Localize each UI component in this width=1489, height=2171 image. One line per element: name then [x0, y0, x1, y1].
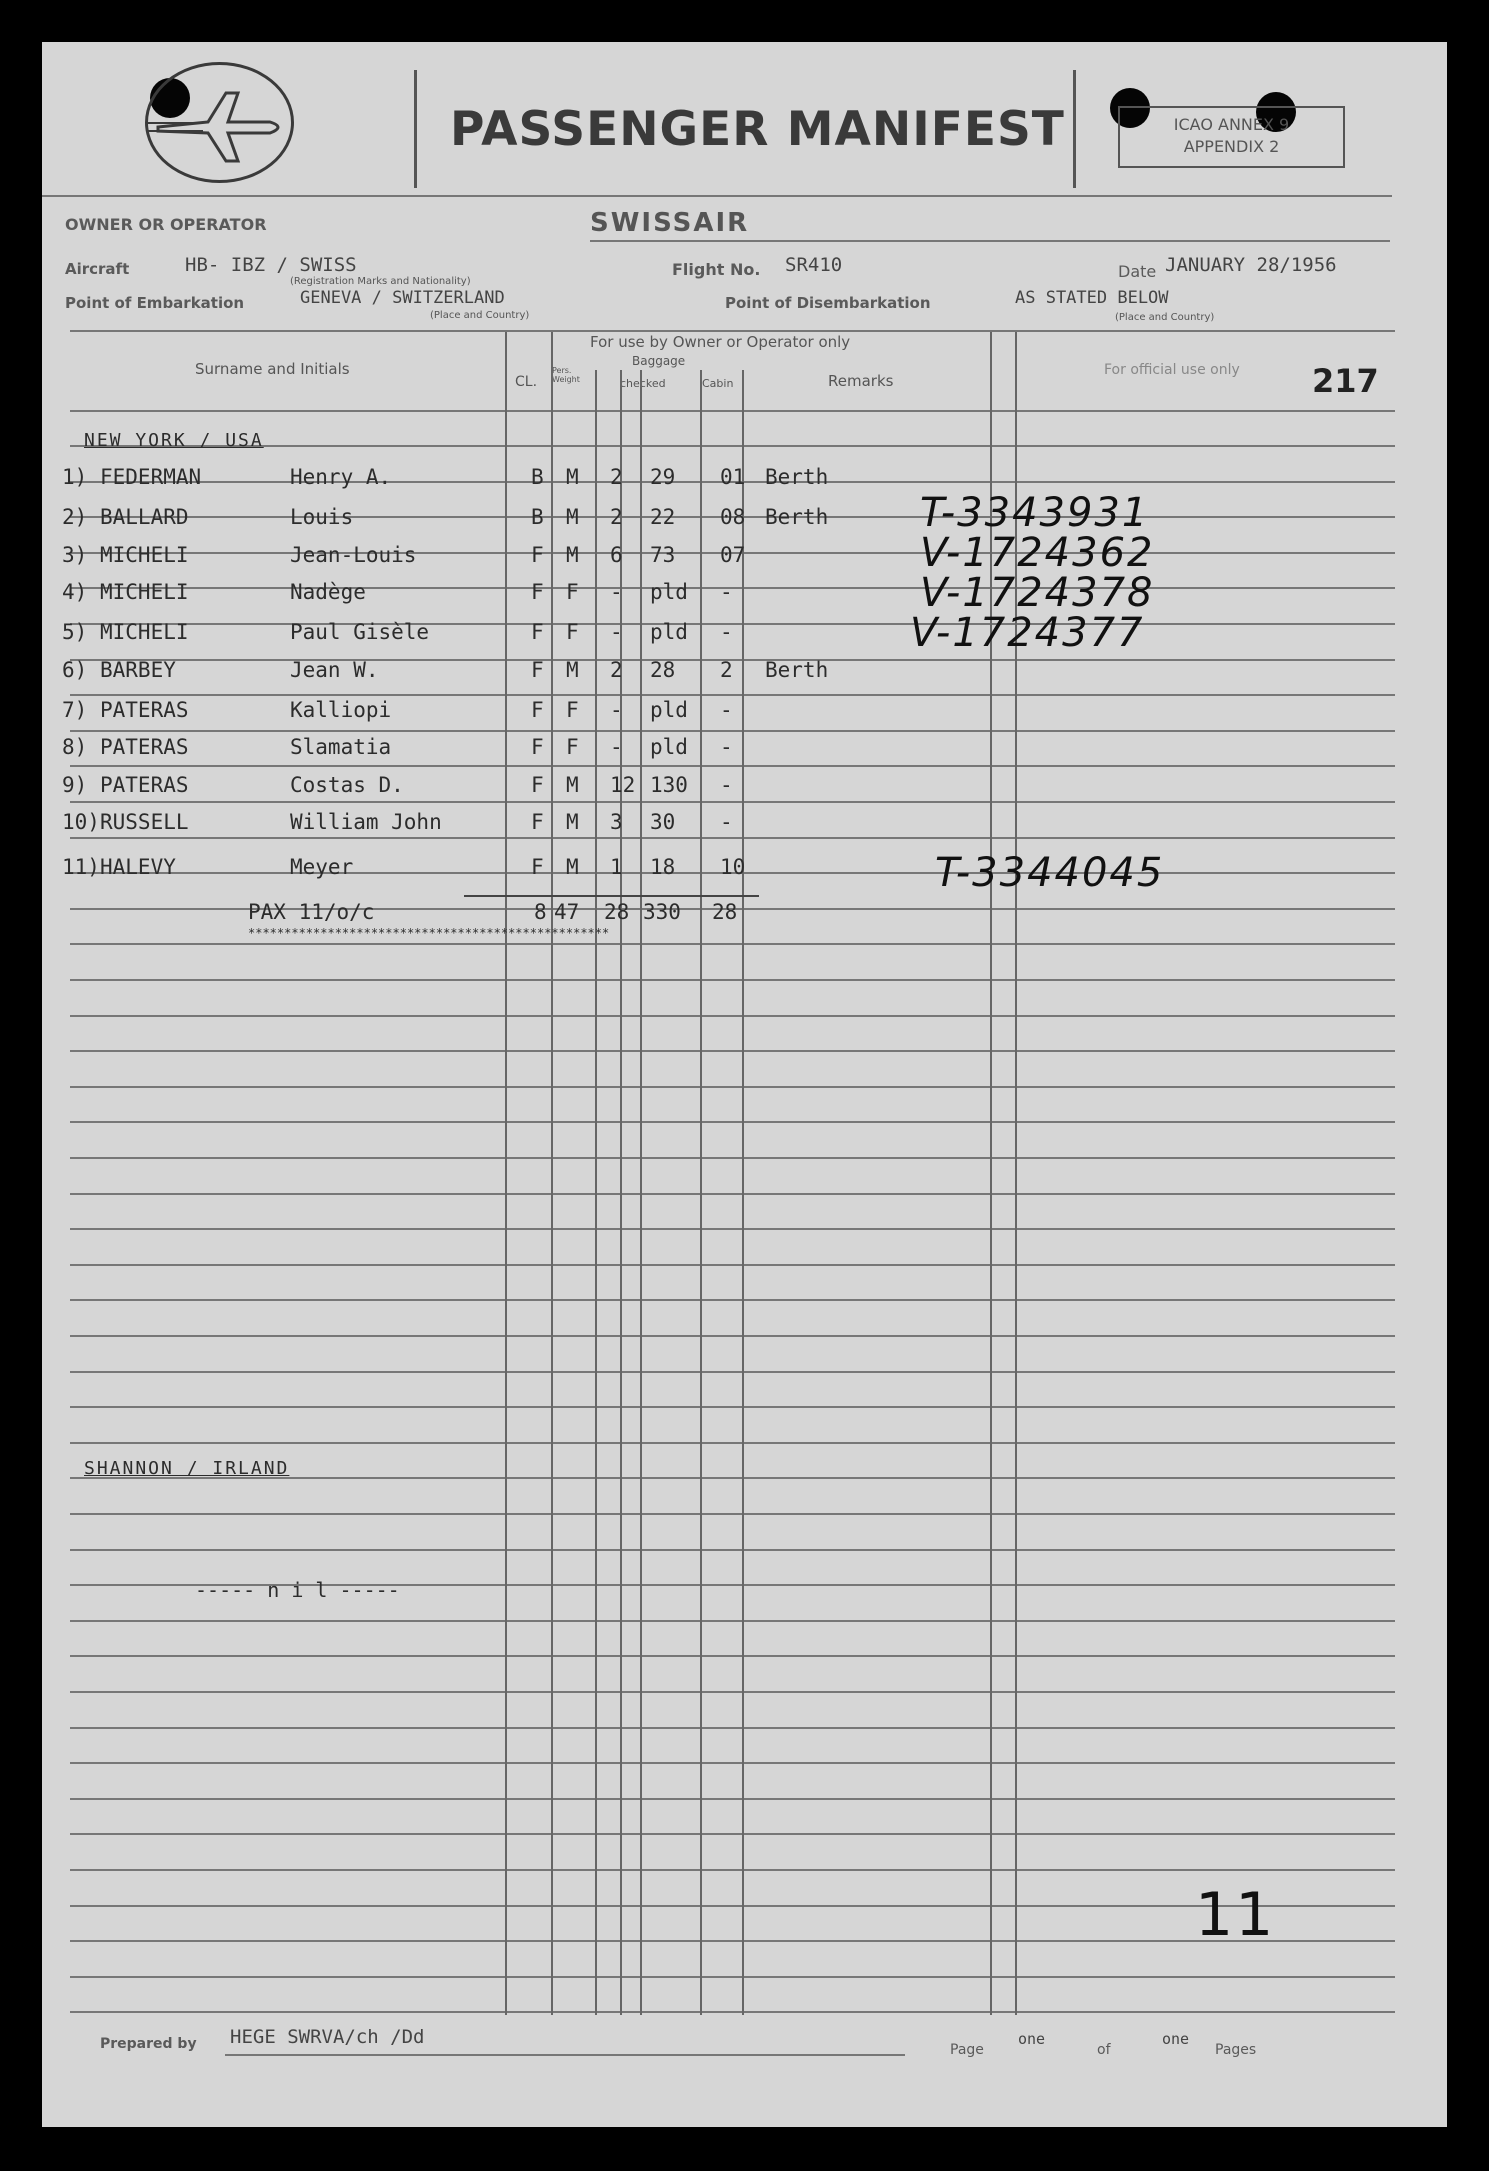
checked-heading: checked — [620, 377, 666, 390]
passenger-remarks: Berth — [765, 505, 829, 529]
cabin-baggage: - — [720, 810, 733, 834]
column-divider — [742, 370, 744, 2015]
table-top-rule — [70, 330, 1395, 332]
title-rule — [42, 195, 1392, 197]
ruled-line — [70, 2011, 1395, 2013]
passenger-initials: Costas D. — [290, 773, 404, 797]
column-divider — [551, 332, 553, 2015]
passenger-surname: MICHELI — [100, 580, 189, 604]
handwritten-ticket-2: V-1724362 — [920, 530, 1155, 576]
passenger-number: 1) — [62, 465, 88, 489]
owner-label: OWNER OR OPERATOR — [65, 215, 267, 234]
page-label: Page — [950, 2042, 984, 2058]
ruled-line — [70, 1371, 1395, 1373]
header-bottom-rule — [70, 410, 1395, 412]
passenger-initials: Meyer — [290, 855, 354, 879]
pages-value: one — [1162, 2030, 1190, 2048]
passenger-initials: Louis — [290, 505, 354, 529]
baggage-heading: Baggage — [632, 354, 686, 368]
passenger-number: 8) — [62, 735, 88, 759]
passenger-surname: MICHELI — [100, 620, 189, 644]
totals-star-line: ************************************************** — [248, 926, 610, 940]
passenger-weight: M — [566, 773, 579, 797]
passenger-number: 4) — [62, 580, 88, 604]
passenger-remarks: Berth — [765, 658, 829, 682]
ruled-line — [70, 1157, 1395, 1159]
passenger-weight: M — [566, 658, 579, 682]
passenger-surname: PATERAS — [100, 698, 189, 722]
disembarkation-value: AS STATED BELOW — [1015, 288, 1169, 308]
totals-weight: 47 — [554, 900, 580, 924]
cabin-baggage: - — [720, 620, 733, 644]
baggage-pieces: 2 — [610, 658, 623, 682]
baggage-pieces: - — [610, 735, 623, 759]
baggage-pieces: 12 — [610, 773, 636, 797]
cabin-baggage: - — [720, 580, 733, 604]
disembarkation-note: (Place and Country) — [1115, 312, 1215, 323]
baggage-kilos: 22 — [650, 505, 676, 529]
owner-underline — [590, 240, 1390, 242]
passenger-weight: F — [566, 620, 579, 644]
ruled-line — [70, 1086, 1395, 1088]
baggage-kilos: 18 — [650, 855, 676, 879]
passenger-weight: M — [566, 465, 579, 489]
cabin-baggage: 08 — [720, 505, 746, 529]
baggage-pieces: - — [610, 698, 623, 722]
prepared-by-underline — [225, 2054, 905, 2056]
ruled-line — [70, 1121, 1395, 1123]
totals-pieces: 28 — [604, 900, 630, 924]
shannon-nil: ----- n i l ----- — [195, 1578, 400, 1602]
baggage-pieces: 6 — [610, 543, 623, 567]
ruled-line — [70, 1442, 1395, 1444]
owner-use-heading: For use by Owner or Operator only — [590, 333, 851, 351]
document-title: PASSENGER MANIFEST — [450, 102, 1065, 157]
passenger-weight: M — [566, 810, 579, 834]
passenger-surname: HALEVY — [100, 855, 176, 879]
passenger-weight: M — [566, 855, 579, 879]
baggage-pieces: 1 — [610, 855, 623, 879]
class-heading: CL. — [515, 374, 538, 390]
ruled-line — [70, 1335, 1395, 1337]
totals-cabin: 28 — [712, 900, 738, 924]
passenger-class: B — [531, 505, 544, 529]
passenger-class: F — [531, 810, 544, 834]
page-value: one — [1018, 2030, 1046, 2048]
column-divider — [700, 370, 702, 2015]
baggage-kilos: 73 — [650, 543, 676, 567]
airline-logo-icon — [145, 62, 294, 183]
passenger-surname: RUSSELL — [100, 810, 189, 834]
embarkation-value: GENEVA / SWITZERLAND — [300, 288, 505, 308]
passenger-class: F — [531, 735, 544, 759]
passenger-number: 3) — [62, 543, 88, 567]
weight-heading: Pers. Weight — [552, 366, 580, 384]
ruled-line — [70, 1762, 1395, 1764]
cabin-baggage: - — [720, 735, 733, 759]
cabin-baggage: - — [720, 698, 733, 722]
ruled-line — [70, 1620, 1395, 1622]
passenger-surname: PATERAS — [100, 735, 189, 759]
surname-heading: Surname and Initials — [195, 360, 350, 378]
column-divider — [595, 370, 597, 2015]
baggage-pieces: 3 — [610, 810, 623, 834]
cabin-baggage: - — [720, 773, 733, 797]
ruled-line — [70, 1015, 1395, 1017]
passenger-class: F — [531, 543, 544, 567]
baggage-kilos: pld — [650, 698, 688, 722]
passenger-remarks: Berth — [765, 465, 829, 489]
passenger-surname: PATERAS — [100, 773, 189, 797]
passenger-class: F — [531, 658, 544, 682]
embarkation-label: Point of Embarkation — [65, 294, 245, 312]
owner-value: SWISSAIR — [590, 208, 750, 238]
ruled-line — [70, 837, 1395, 839]
passenger-initials: Jean W. — [290, 658, 379, 682]
ruled-line — [70, 1228, 1395, 1230]
baggage-pieces: - — [610, 580, 623, 604]
ruled-line — [70, 694, 1395, 696]
passenger-surname: BALLARD — [100, 505, 189, 529]
column-divider — [640, 370, 642, 2015]
passenger-number: 10) — [62, 810, 100, 834]
passenger-initials: Paul Gisèle — [290, 620, 430, 644]
prepared-by-label: Prepared by — [100, 2036, 197, 2052]
totals-class: 8 — [534, 900, 547, 924]
flight-label: Flight No. — [672, 260, 761, 279]
handwritten-ticket-5: T-3344045 — [935, 850, 1165, 896]
ruled-line — [70, 1655, 1395, 1657]
icao-line-1: ICAO ANNEX 9 — [1173, 115, 1290, 134]
cabin-baggage: 07 — [720, 543, 746, 567]
passenger-surname: MICHELI — [100, 543, 189, 567]
passenger-number: 9) — [62, 773, 88, 797]
passenger-weight: F — [566, 580, 579, 604]
passenger-number: 11) — [62, 855, 100, 879]
passenger-number: 6) — [62, 658, 88, 682]
cabin-baggage: 01 — [720, 465, 746, 489]
passenger-surname: FEDERMAN — [100, 465, 202, 489]
ruled-line — [70, 943, 1395, 945]
cabin-baggage: 10 — [720, 855, 746, 879]
baggage-kilos: 28 — [650, 658, 676, 682]
manifest-sheet — [42, 42, 1447, 2127]
icao-line-2: APPENDIX 2 — [1183, 137, 1280, 156]
passenger-class: F — [531, 620, 544, 644]
ruled-line — [70, 1299, 1395, 1301]
passenger-class: F — [531, 580, 544, 604]
ruled-line — [70, 765, 1395, 767]
ruled-line — [70, 445, 1395, 447]
section-shannon: SHANNON / IRLAND — [84, 1458, 290, 1479]
totals-label: PAX 11/o/c — [248, 900, 375, 924]
totals-rule — [464, 895, 759, 897]
of-label: of — [1097, 2042, 1111, 2058]
ruled-line — [70, 1976, 1395, 1978]
embarkation-note: (Place and Country) — [430, 310, 530, 321]
aircraft-label: Aircraft — [65, 260, 130, 278]
ruled-line — [70, 1833, 1395, 1835]
passenger-weight: F — [566, 735, 579, 759]
ruled-line — [70, 801, 1395, 803]
passenger-class: F — [531, 698, 544, 722]
page-stamp-number: 217 — [1312, 362, 1379, 400]
official-use-heading: For official use only — [1104, 362, 1240, 378]
passenger-class: B — [531, 465, 544, 489]
date-label: Date — [1118, 262, 1157, 281]
ruled-line — [70, 1691, 1395, 1693]
passenger-initials: Kalliopi — [290, 698, 392, 722]
handwritten-ticket-1: T-3343931 — [920, 490, 1150, 536]
aircraft-note: (Registration Marks and Nationality) — [290, 276, 471, 287]
passenger-initials: Jean-Louis — [290, 543, 417, 567]
ruled-line — [70, 979, 1395, 981]
prepared-by-value: HEGE SWRVA/ch /Dd — [230, 2026, 425, 2048]
ruled-line — [70, 1727, 1395, 1729]
passenger-class: F — [531, 773, 544, 797]
cabin-baggage: 2 — [720, 658, 733, 682]
baggage-kilos: 130 — [650, 773, 688, 797]
passenger-initials: Henry A. — [290, 465, 392, 489]
passenger-number: 7) — [62, 698, 88, 722]
cabin-heading: Cabin — [702, 377, 734, 390]
ruled-line — [70, 1406, 1395, 1408]
ruled-line — [70, 1050, 1395, 1052]
flight-value: SR410 — [785, 254, 843, 276]
baggage-pieces: - — [610, 620, 623, 644]
ruled-line — [70, 730, 1395, 732]
totals-kilos: 330 — [643, 900, 681, 924]
passenger-class: F — [531, 855, 544, 879]
remarks-heading: Remarks — [828, 372, 894, 390]
baggage-kilos: 30 — [650, 810, 676, 834]
baggage-pieces: 2 — [610, 465, 623, 489]
passenger-surname: BARBEY — [100, 658, 176, 682]
aircraft-value: HB- IBZ / SWISS — [185, 254, 357, 276]
pages-label: Pages — [1215, 2042, 1257, 2058]
handwritten-ticket-4: V-1724377 — [910, 610, 1145, 656]
baggage-kilos: pld — [650, 580, 688, 604]
column-divider — [620, 370, 622, 2015]
section-new-york: NEW YORK / USA — [84, 430, 264, 451]
ruled-line — [70, 1264, 1395, 1266]
handwritten-count: 11 — [1195, 1880, 1276, 1950]
passenger-initials: Slamatia — [290, 735, 392, 759]
baggage-kilos: pld — [650, 620, 688, 644]
passenger-number: 2) — [62, 505, 88, 529]
date-value: JANUARY 28/1956 — [1165, 254, 1337, 276]
passenger-initials: Nadège — [290, 580, 366, 604]
passenger-initials: William John — [290, 810, 442, 834]
passenger-weight: M — [566, 505, 579, 529]
passenger-weight: M — [566, 543, 579, 567]
disembarkation-label: Point of Disembarkation — [725, 294, 931, 312]
ruled-line — [70, 1513, 1395, 1515]
ruled-line — [70, 1869, 1395, 1871]
icao-reference-box — [1118, 106, 1345, 168]
column-divider — [505, 332, 507, 2015]
ruled-line — [70, 1798, 1395, 1800]
baggage-kilos: 29 — [650, 465, 676, 489]
baggage-kilos: pld — [650, 735, 688, 759]
ruled-line — [70, 1549, 1395, 1551]
baggage-pieces: 2 — [610, 505, 623, 529]
ruled-line — [70, 1193, 1395, 1195]
handwritten-ticket-3: V-1724378 — [920, 570, 1155, 616]
passenger-weight: F — [566, 698, 579, 722]
passenger-number: 5) — [62, 620, 88, 644]
